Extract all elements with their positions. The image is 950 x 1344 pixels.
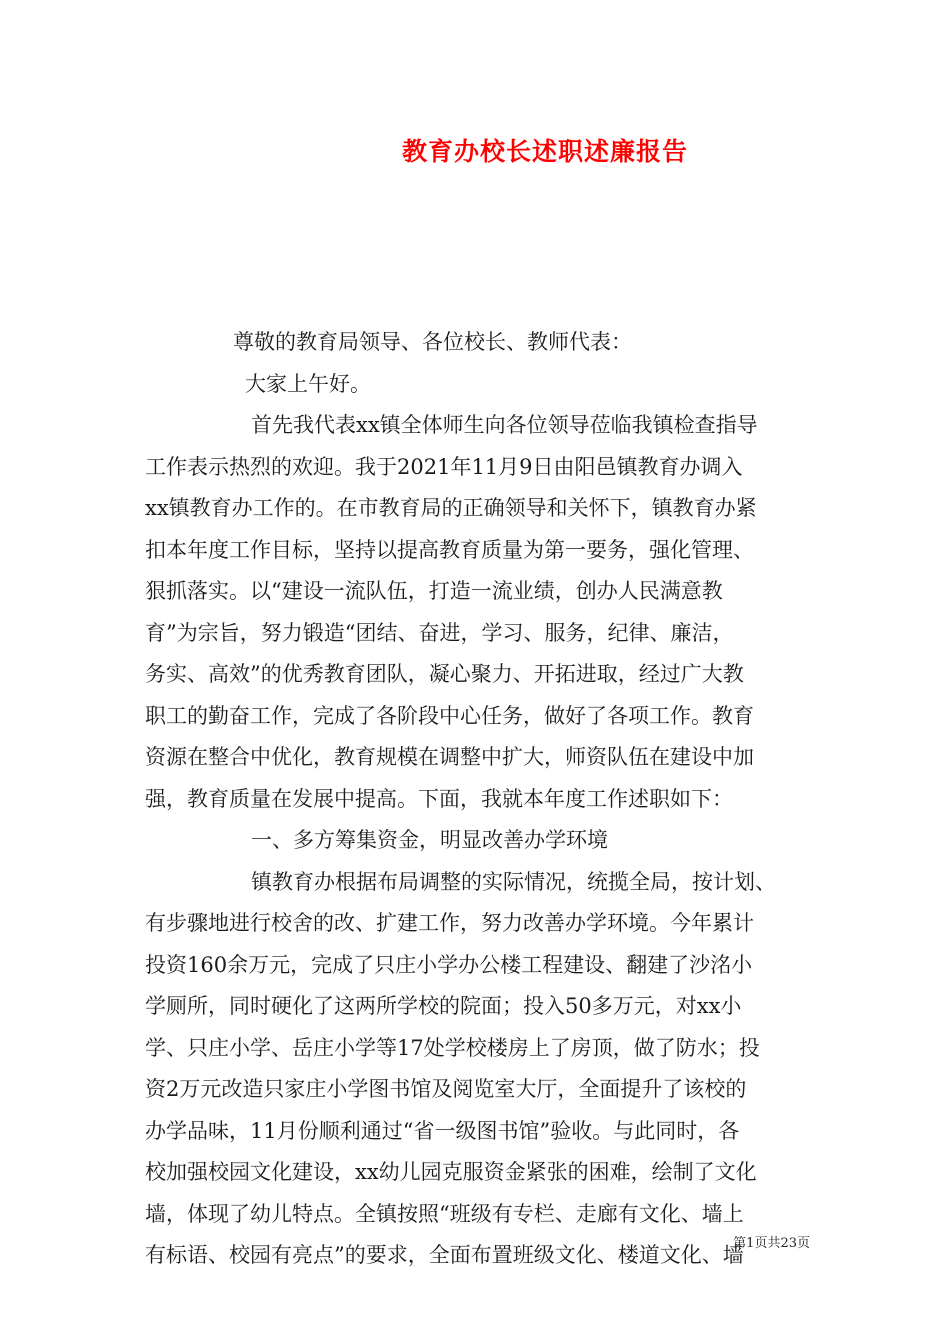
paragraph-line: 办学品味，11月份顺利通过“省一级图书馆”验收。与此同时，各	[145, 1118, 740, 1143]
paragraph-line: 资源在整合中优化，教育规模在调整中扩大，师资队伍在建设中加	[145, 745, 754, 769]
paragraph-line: 工作表示热烈的欢迎。我于2021年11月9日由阳邑镇教育办调入	[145, 454, 743, 479]
paragraph-line: 育”为宗旨，努力锻造“团结、奋进，学习、服务，纪律、廉洁，	[145, 620, 734, 645]
paragraph-line: 强，教育质量在发展中提高。下面，我就本年度工作述职如下：	[145, 786, 733, 811]
salutation-line: 尊敬的教育局领导、各位校长、教师代表：	[233, 330, 632, 354]
paragraph-line: 有标语、校园有亮点”的要求，全面布置班级文化、楼道文化、墙	[145, 1243, 744, 1267]
paragraph-line: 狠抓落实。以“建设一流队伍，打造一流业绩，创办人民满意教	[145, 579, 723, 603]
paragraph-line: 首先我代表xx镇全体师生向各位领导莅临我镇检查指导	[251, 413, 758, 437]
paragraph-line: 有步骤地进行校舍的改、扩建工作，努力改善办学环境。今年累计	[145, 911, 754, 935]
paragraph-line: 投资160余万元，完成了只庄小学办公楼工程建设、翻建了沙洺小	[145, 952, 753, 977]
paragraph-line: 资2万元改造只家庄小学图书馆及阅览室大厅，全面提升了该校的	[145, 1077, 747, 1101]
greeting-line: 大家上午好。	[245, 371, 371, 396]
paragraph-line: 镇教育办根据布局调整的实际情况，统揽全局，按计划、	[251, 869, 776, 894]
paragraph-line: 墙，体现了幼儿特点。全镇按照“班级有专栏、走廊有文化、墙上	[145, 1201, 744, 1226]
paragraph-line: 职工的勤奋工作，完成了各阶段中心任务，做好了各项工作。教育	[145, 703, 754, 728]
paragraph-line: xx镇教育办工作的。在市教育局的正确领导和关怀下，镇教育办紧	[145, 496, 757, 520]
page-number: 第1页共23页	[733, 1236, 810, 1251]
document-body	[145, 322, 805, 1277]
paragraph-line: 校加强校园文化建设，xx幼儿园克服资金紧张的困难，绘制了文化	[145, 1160, 757, 1184]
paragraph-line: 扣本年度工作目标，坚持以提高教育质量为第一要务，强化管理、	[145, 537, 754, 562]
paragraph-line: 学厕所，同时硬化了这两所学校的院面；投入50多万元，对xx小	[145, 994, 742, 1018]
section-heading: 一、多方筹集资金，明显改善办学环境	[251, 828, 608, 852]
document-title: 教育办校长述职述廉报告	[401, 137, 688, 166]
paragraph-line: 务实、高效”的优秀教育团队，凝心聚力、开拓进取，经过广大教	[145, 662, 744, 686]
paragraph-line: 学、只庄小学、岳庄小学等17处学校楼房上了房顶，做了防水；投	[145, 1035, 760, 1060]
